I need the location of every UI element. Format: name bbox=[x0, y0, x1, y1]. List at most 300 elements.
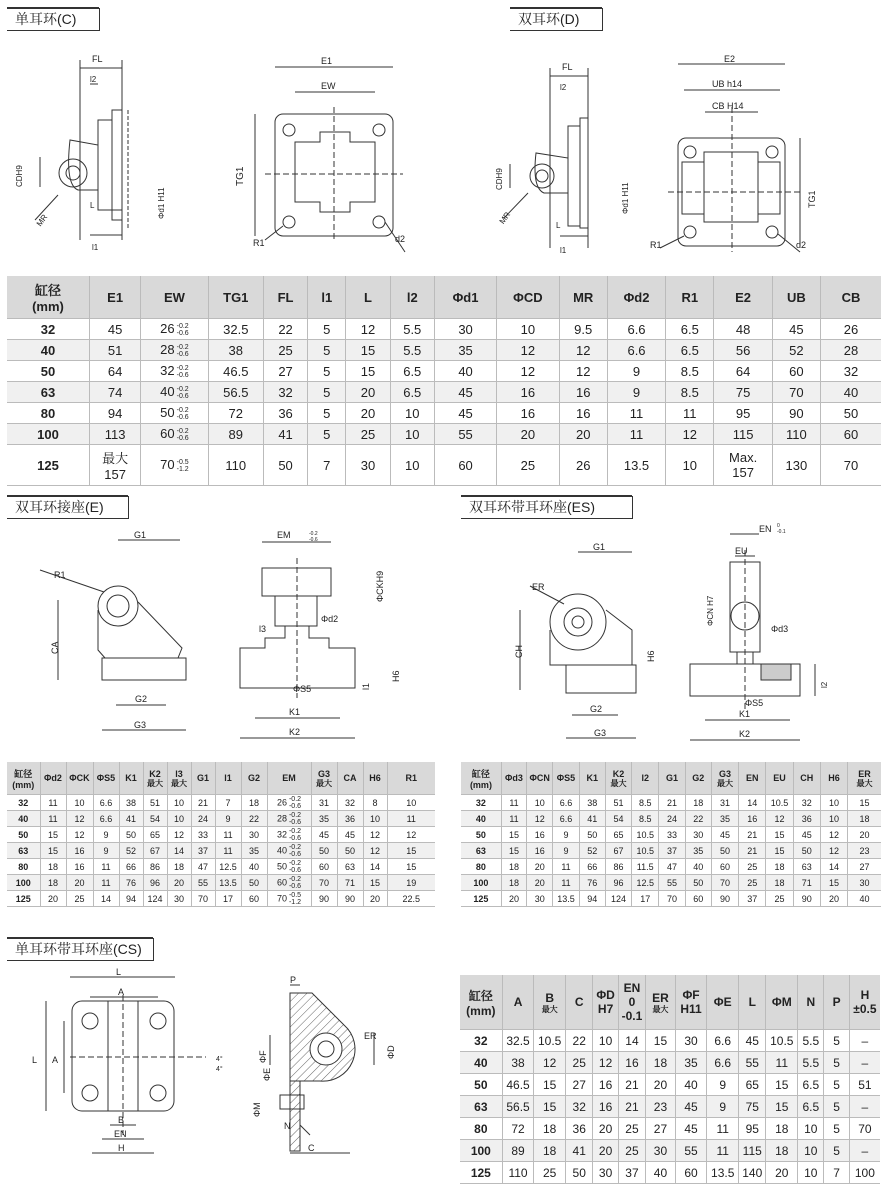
table-cell: 25 bbox=[263, 340, 307, 361]
r1-label-e: R1 bbox=[54, 570, 66, 580]
table-cell: 15 bbox=[346, 340, 390, 361]
table-cell: 36 bbox=[566, 1118, 593, 1140]
table-cell: 9 bbox=[553, 843, 579, 859]
table-cell: 41 bbox=[566, 1140, 593, 1162]
table-header-cell: ΦE bbox=[707, 975, 739, 1030]
table-header-cell: G2 bbox=[685, 762, 711, 795]
table-cell: 60 bbox=[241, 891, 267, 907]
table-cell: 33 bbox=[191, 827, 215, 843]
single-clevis-side-drawing bbox=[10, 40, 166, 260]
bore-size-cell: 100 bbox=[461, 875, 501, 891]
table-cell: 24 bbox=[191, 811, 215, 827]
table-header-cell: FL bbox=[263, 276, 307, 319]
table-cell: 71 bbox=[337, 875, 363, 891]
table-cell: 5.5 bbox=[798, 1030, 824, 1052]
table-cell: 16 bbox=[559, 382, 607, 403]
table-cell: 20 bbox=[40, 891, 66, 907]
table-cell: 86 bbox=[143, 859, 167, 875]
table-cell: 最大 157 bbox=[89, 445, 140, 486]
table-cell: 60 bbox=[711, 859, 738, 875]
table-cell: 14 bbox=[363, 859, 387, 875]
bore-size-cell: 100 bbox=[7, 424, 89, 445]
table-cell: 55 bbox=[675, 1140, 707, 1162]
table-cell: 60 bbox=[675, 1162, 707, 1184]
g1-label-e: G1 bbox=[134, 530, 147, 540]
table-cell: 11 bbox=[387, 811, 435, 827]
table-cell: 12 bbox=[346, 319, 390, 340]
table-header-row bbox=[7, 762, 435, 795]
table-cell: 25 bbox=[766, 891, 793, 907]
table-cell: 16 bbox=[527, 843, 553, 859]
table-cell: 7 bbox=[308, 445, 346, 486]
table-cell: 95 bbox=[739, 1118, 766, 1140]
table-cell: 32 bbox=[566, 1096, 593, 1118]
table-cell: 12 bbox=[527, 811, 553, 827]
table-cell: 64 bbox=[714, 361, 772, 382]
table-cell: 110 bbox=[208, 445, 263, 486]
table-cell: 25 bbox=[534, 1162, 566, 1184]
table-cell: 15 bbox=[387, 843, 435, 859]
table-row bbox=[461, 843, 881, 859]
ckh9-label: ΦCKH9 bbox=[375, 570, 385, 602]
table-cell: 10 bbox=[593, 1030, 618, 1052]
table-cell: 70 bbox=[659, 891, 685, 907]
table-cell: 6.6 bbox=[553, 811, 579, 827]
table-cell: 10.5 bbox=[632, 827, 659, 843]
table-cell: 22 bbox=[241, 811, 267, 827]
table-cell: 10 bbox=[666, 445, 714, 486]
table-cell: 40 -0.2 -0.6 bbox=[141, 382, 208, 403]
table-cell: 75 bbox=[714, 382, 772, 403]
table-header-cell: l1 bbox=[308, 276, 346, 319]
bore-size-cell: 80 bbox=[461, 859, 501, 875]
table-cell: 12.5 bbox=[215, 859, 241, 875]
table-cell: 47 bbox=[191, 859, 215, 875]
table-cell: 45 bbox=[337, 827, 363, 843]
table-cell: 15 bbox=[766, 1074, 798, 1096]
single-clevis-front-drawing bbox=[225, 52, 425, 262]
table-cell: 9 bbox=[215, 811, 241, 827]
table-cell: 18 bbox=[167, 859, 191, 875]
table-cell: 20 bbox=[848, 827, 881, 843]
table-cell: 60 -0.2 -0.6 bbox=[267, 875, 311, 891]
table-cell: 40 bbox=[434, 361, 496, 382]
b-label-cs: B bbox=[118, 1115, 125, 1125]
header-note: 最大 bbox=[541, 1004, 558, 1014]
table-cell: 50 bbox=[119, 827, 143, 843]
table-cell: 96 bbox=[605, 875, 631, 891]
table-cell: 15 bbox=[534, 1096, 566, 1118]
r1-label-d: R1 bbox=[650, 240, 662, 250]
table-cell: 27 bbox=[646, 1118, 676, 1140]
table-cell: 5 bbox=[824, 1140, 849, 1162]
a-label-cs-v: A bbox=[52, 1055, 59, 1065]
single-with-bracket-drawing-top bbox=[10, 965, 223, 1165]
tolerance: -0.2 -0.6 bbox=[176, 364, 189, 379]
table-cell: 51 bbox=[143, 795, 167, 811]
header-note: 最大 bbox=[316, 778, 332, 788]
ubh14-label: UB h14 bbox=[712, 79, 743, 89]
table-cell: 12 bbox=[559, 340, 607, 361]
d1h11-label: Φd1 H11 bbox=[157, 187, 166, 219]
table-cell: 5 bbox=[308, 403, 346, 424]
table-cell: Max. 157 bbox=[714, 445, 772, 486]
table-cell: 41 bbox=[579, 811, 605, 827]
table-cell: 14 bbox=[739, 795, 766, 811]
table-cell: 11.5 bbox=[632, 859, 659, 875]
s5-label-e: ΦS5 bbox=[293, 684, 312, 694]
table-cell: 6.6 bbox=[93, 811, 119, 827]
g3-label-e: G3 bbox=[134, 720, 147, 730]
table-header-cell: A bbox=[502, 975, 534, 1030]
table-cell: 18 bbox=[534, 1118, 566, 1140]
l2-label: l2 bbox=[90, 75, 97, 84]
l-label-cs: L bbox=[116, 967, 122, 977]
table-cell: 41 bbox=[119, 811, 143, 827]
en-label-cs: EN bbox=[114, 1129, 127, 1139]
table-cell: 50 bbox=[241, 875, 267, 891]
table-cell: 5.5 bbox=[798, 1052, 824, 1074]
table-cell: 55 bbox=[739, 1052, 766, 1074]
table-header-cell: 缸径 (mm) bbox=[460, 975, 502, 1030]
table-header-cell: G1 bbox=[191, 762, 215, 795]
table-cell: 10 bbox=[390, 403, 434, 424]
table-cell: 45 bbox=[739, 1030, 766, 1052]
table-cell: 11 bbox=[93, 859, 119, 875]
table-cell: 71 bbox=[793, 875, 820, 891]
table-cell: 32 bbox=[263, 382, 307, 403]
bore-size-cell: 63 bbox=[7, 382, 89, 403]
section-title-double-clevis-bracket: 双耳环接座(E) bbox=[7, 496, 129, 519]
table-cell: 13.5 bbox=[707, 1162, 739, 1184]
table-cell: 40 bbox=[685, 859, 711, 875]
bore-size-cell: 63 bbox=[460, 1096, 502, 1118]
table-cell: 10 bbox=[390, 424, 434, 445]
table-header-cell: TG1 bbox=[208, 276, 263, 319]
bore-size-cell: 50 bbox=[7, 827, 40, 843]
clevis-dimension-table bbox=[7, 276, 881, 486]
table-cell: 14 bbox=[618, 1030, 645, 1052]
table-row bbox=[461, 891, 881, 907]
table-header-cell: l2 bbox=[632, 762, 659, 795]
table-cell: 30 bbox=[593, 1162, 618, 1184]
table-cell: 70 bbox=[711, 875, 738, 891]
table-cell: 6.5 bbox=[666, 319, 714, 340]
table-cell: 45 bbox=[772, 319, 820, 340]
table-cell: 12 bbox=[820, 827, 847, 843]
fl-label: FL bbox=[92, 54, 103, 64]
header-note: 最大 bbox=[147, 778, 163, 788]
table-row bbox=[7, 811, 435, 827]
tolerance: -0.2 -0.6 bbox=[288, 859, 302, 874]
table-cell: 5 bbox=[824, 1118, 849, 1140]
table-cell: 52 bbox=[772, 340, 820, 361]
bore-size-cell: 80 bbox=[460, 1118, 502, 1140]
table-cell: 63 bbox=[337, 859, 363, 875]
table-row bbox=[7, 891, 435, 907]
table-cell: 48 bbox=[714, 319, 772, 340]
table-header-cell: CA bbox=[337, 762, 363, 795]
table-cell: 94 bbox=[89, 403, 140, 424]
table-header-cell: ΦD H7 bbox=[593, 975, 618, 1030]
table-cell: 28 -0.2 -0.6 bbox=[267, 811, 311, 827]
table-cell: 6.6 bbox=[707, 1052, 739, 1074]
cdh9-label-d: CDH9 bbox=[495, 168, 504, 190]
tolerance: -0.2 -0.6 bbox=[288, 875, 302, 890]
table-cell: 5 bbox=[308, 340, 346, 361]
table-cell: 66 bbox=[119, 859, 143, 875]
table-cell: 37 bbox=[618, 1162, 645, 1184]
table-header-cell: G2 bbox=[241, 762, 267, 795]
table-cell: 16 bbox=[559, 403, 607, 424]
table-cell: 94 bbox=[579, 891, 605, 907]
table-cell: 51 bbox=[89, 340, 140, 361]
table-cell: 9 bbox=[607, 382, 665, 403]
table-cell: 50 bbox=[711, 843, 738, 859]
table-cell: 10.5 bbox=[766, 1030, 798, 1052]
table-header-cell: H6 bbox=[820, 762, 847, 795]
table-header-cell: Φd1 bbox=[434, 276, 496, 319]
table-cell: 50 bbox=[337, 843, 363, 859]
table-cell: 52 bbox=[119, 843, 143, 859]
table-header-cell: B 最大 bbox=[534, 975, 566, 1030]
table-cell: 20 bbox=[497, 424, 559, 445]
table-cell: 11 bbox=[666, 403, 714, 424]
table-cell: 50 bbox=[311, 843, 337, 859]
table-cell: 36 bbox=[263, 403, 307, 424]
table-cell: 32 bbox=[821, 361, 881, 382]
table-cell: 12 bbox=[66, 811, 93, 827]
table-cell: 54 bbox=[605, 811, 631, 827]
table-cell: 55 bbox=[191, 875, 215, 891]
table-cell: 16 bbox=[66, 859, 93, 875]
table-row bbox=[7, 403, 881, 424]
bore-size-cell: 50 bbox=[461, 827, 501, 843]
l-label: L bbox=[90, 201, 95, 210]
table-cell: 15 bbox=[766, 1096, 798, 1118]
k1-label-es: K1 bbox=[739, 709, 751, 719]
table-cell: 25 bbox=[66, 891, 93, 907]
table-cell: 40 bbox=[821, 382, 881, 403]
d1h11-label-d: Φd1 H11 bbox=[621, 182, 630, 214]
table-cell: 12 bbox=[363, 843, 387, 859]
bore-size-cell: 40 bbox=[7, 340, 89, 361]
table-cell: 15 bbox=[346, 361, 390, 382]
table-cell: 41 bbox=[263, 424, 307, 445]
table-cell: 16 bbox=[497, 382, 559, 403]
table-cell: 89 bbox=[502, 1140, 534, 1162]
table-cell: 9 bbox=[93, 843, 119, 859]
table-row bbox=[7, 859, 435, 875]
table-cell: – bbox=[849, 1096, 880, 1118]
table-header-cell: EN 0 -0.1 bbox=[618, 975, 645, 1030]
table-cell: 20 bbox=[501, 891, 526, 907]
table-row bbox=[461, 811, 881, 827]
table-cell: 16 bbox=[593, 1096, 618, 1118]
table-cell: 56 bbox=[714, 340, 772, 361]
table-cell: 45 bbox=[434, 403, 496, 424]
table-cell: 70 bbox=[772, 382, 820, 403]
table-cell: 90 bbox=[793, 891, 820, 907]
table-cell: 30 bbox=[167, 891, 191, 907]
table-header-cell: 缸径 (mm) bbox=[7, 276, 89, 319]
table-cell: 55 bbox=[659, 875, 685, 891]
table-cell: 25 bbox=[618, 1140, 645, 1162]
bore-size-cell: 125 bbox=[7, 891, 40, 907]
g3-label-es: G3 bbox=[594, 728, 607, 738]
table-cell: 18 bbox=[766, 1118, 798, 1140]
en-label-es: EN bbox=[759, 524, 772, 534]
table-cell: 35 bbox=[241, 843, 267, 859]
table-cell: 70 bbox=[311, 875, 337, 891]
table-header-cell: Φd3 bbox=[501, 762, 526, 795]
eu-label-es: EU bbox=[735, 546, 748, 556]
bore-size-cell: 32 bbox=[460, 1030, 502, 1052]
tolerance: -0.5 -1.2 bbox=[176, 458, 189, 473]
table-cell: 20 bbox=[363, 891, 387, 907]
table-cell: 20 bbox=[527, 875, 553, 891]
table-cell: 30 bbox=[346, 445, 390, 486]
bore-size-cell: 125 bbox=[460, 1162, 502, 1184]
table-cell: 32 -0.2 -0.6 bbox=[267, 827, 311, 843]
table-cell: 50 -0.2 -0.6 bbox=[267, 859, 311, 875]
table-cell: 20 bbox=[66, 875, 93, 891]
table-header-cell: l3 最大 bbox=[167, 762, 191, 795]
l-label-d: L bbox=[556, 221, 561, 230]
table-cell: 18 bbox=[40, 875, 66, 891]
cnh7-label-es: ΦCN H7 bbox=[706, 595, 715, 626]
table-cell: 28 -0.2 -0.6 bbox=[141, 340, 208, 361]
table-header-cell: K2 最大 bbox=[605, 762, 631, 795]
table-cell: 35 bbox=[434, 340, 496, 361]
table-cell: 60 bbox=[434, 445, 496, 486]
table-cell: – bbox=[849, 1052, 880, 1074]
d2-label-e: Φd2 bbox=[321, 614, 339, 624]
table-header-cell: G1 bbox=[659, 762, 685, 795]
table-row bbox=[460, 1052, 880, 1074]
table-cell: 70 bbox=[849, 1118, 880, 1140]
table-cell: 15 bbox=[848, 795, 881, 811]
table-cell: 18 bbox=[766, 875, 793, 891]
table-header-cell: E1 bbox=[89, 276, 140, 319]
table-cell: 70 -0.5 -1.2 bbox=[141, 445, 208, 486]
table-cell: 11 bbox=[607, 403, 665, 424]
bore-size-cell: 80 bbox=[7, 403, 89, 424]
table-cell: 45 bbox=[711, 827, 738, 843]
table-cell: 47 bbox=[659, 859, 685, 875]
table-row bbox=[7, 424, 881, 445]
table-cell: 5 bbox=[308, 319, 346, 340]
table-cell: 96 bbox=[143, 875, 167, 891]
table-cell: 30 bbox=[675, 1030, 707, 1052]
table-cell: 30 bbox=[527, 891, 553, 907]
header-note: 最大 bbox=[171, 778, 187, 788]
table-cell: 20 bbox=[559, 424, 607, 445]
table-cell: 5 bbox=[308, 424, 346, 445]
table-cell: 56.5 bbox=[208, 382, 263, 403]
table-cell: 18 bbox=[646, 1052, 676, 1074]
table-cell: 20 bbox=[593, 1118, 618, 1140]
table-cell: 40 bbox=[675, 1074, 707, 1096]
table-cell: 12 bbox=[534, 1052, 566, 1074]
table-cell: 35 bbox=[685, 843, 711, 859]
table-cell: 18 bbox=[685, 795, 711, 811]
table-cell: 23 bbox=[848, 843, 881, 859]
table-cell: 27 bbox=[263, 361, 307, 382]
table-header-cell: K1 bbox=[579, 762, 605, 795]
table-cell: 20 bbox=[527, 859, 553, 875]
table-cell: 124 bbox=[605, 891, 631, 907]
f-label-cs: ΦF bbox=[258, 1050, 268, 1063]
table-cell: 18 bbox=[534, 1140, 566, 1162]
table-header-cell: EW bbox=[141, 276, 208, 319]
table-cell: 12 bbox=[167, 827, 191, 843]
table-cell: 36 bbox=[337, 811, 363, 827]
table-header-cell: UB bbox=[772, 276, 820, 319]
double-clevis-bracket-drawing-side bbox=[10, 530, 210, 750]
table-header-cell: MR bbox=[559, 276, 607, 319]
table-cell: 6.6 bbox=[607, 319, 665, 340]
table-cell: 10.5 bbox=[632, 843, 659, 859]
table-cell: 40 bbox=[241, 859, 267, 875]
table-cell: 23 bbox=[646, 1096, 676, 1118]
ch-label-es: CH bbox=[514, 645, 524, 658]
table-cell: 10 bbox=[167, 811, 191, 827]
table-cell: 31 bbox=[311, 795, 337, 811]
s5-label-es: ΦS5 bbox=[745, 698, 764, 708]
table-header-cell: K1 bbox=[119, 762, 143, 795]
tolerance: -0.2 -0.6 bbox=[176, 427, 189, 442]
table-cell: 18 bbox=[501, 875, 526, 891]
l1-label-d: l1 bbox=[560, 246, 567, 255]
k1-label-e: K1 bbox=[289, 707, 301, 717]
e1-label: E1 bbox=[321, 56, 333, 66]
table-header-cell: ΦF H11 bbox=[675, 975, 707, 1030]
table-cell: 30 bbox=[241, 827, 267, 843]
d2-label-d: d2 bbox=[796, 240, 807, 250]
table-header-cell: ΦS5 bbox=[93, 762, 119, 795]
table-row bbox=[460, 1096, 880, 1118]
er-label-cs: ER bbox=[364, 1031, 377, 1041]
table-row bbox=[460, 1030, 880, 1052]
table-cell: 65 bbox=[143, 827, 167, 843]
table-cell: 46.5 bbox=[502, 1074, 534, 1096]
table-cell: 40 -0.2 -0.6 bbox=[267, 843, 311, 859]
table-cell: 8.5 bbox=[666, 361, 714, 382]
table-header-cell: H6 bbox=[363, 762, 387, 795]
table-cell: 12 bbox=[497, 340, 559, 361]
table-cell: 70 bbox=[821, 445, 881, 486]
bore-size-cell: 80 bbox=[7, 859, 40, 875]
tolerance: -0.2 -0.6 bbox=[288, 811, 302, 826]
m-label-cs: ΦM bbox=[252, 1102, 262, 1117]
table-cell: 11 bbox=[707, 1140, 739, 1162]
table-cell: 11 bbox=[553, 875, 579, 891]
table-cell: 10 bbox=[390, 445, 434, 486]
g1-label-es: G1 bbox=[593, 542, 606, 552]
table-cell: 16 bbox=[593, 1074, 618, 1096]
table-cell: 75 bbox=[739, 1096, 766, 1118]
table-header-cell: Φd2 bbox=[607, 276, 665, 319]
table-cell: 8.5 bbox=[666, 382, 714, 403]
table-header-cell: l2 bbox=[390, 276, 434, 319]
table-cell: 38 bbox=[119, 795, 143, 811]
table-header-cell: ΦCK bbox=[66, 762, 93, 795]
table-header-cell: Φd2 bbox=[40, 762, 66, 795]
table-cell: 56.5 bbox=[502, 1096, 534, 1118]
table-cell: 9 bbox=[707, 1096, 739, 1118]
table-cell: 35 bbox=[711, 811, 738, 827]
